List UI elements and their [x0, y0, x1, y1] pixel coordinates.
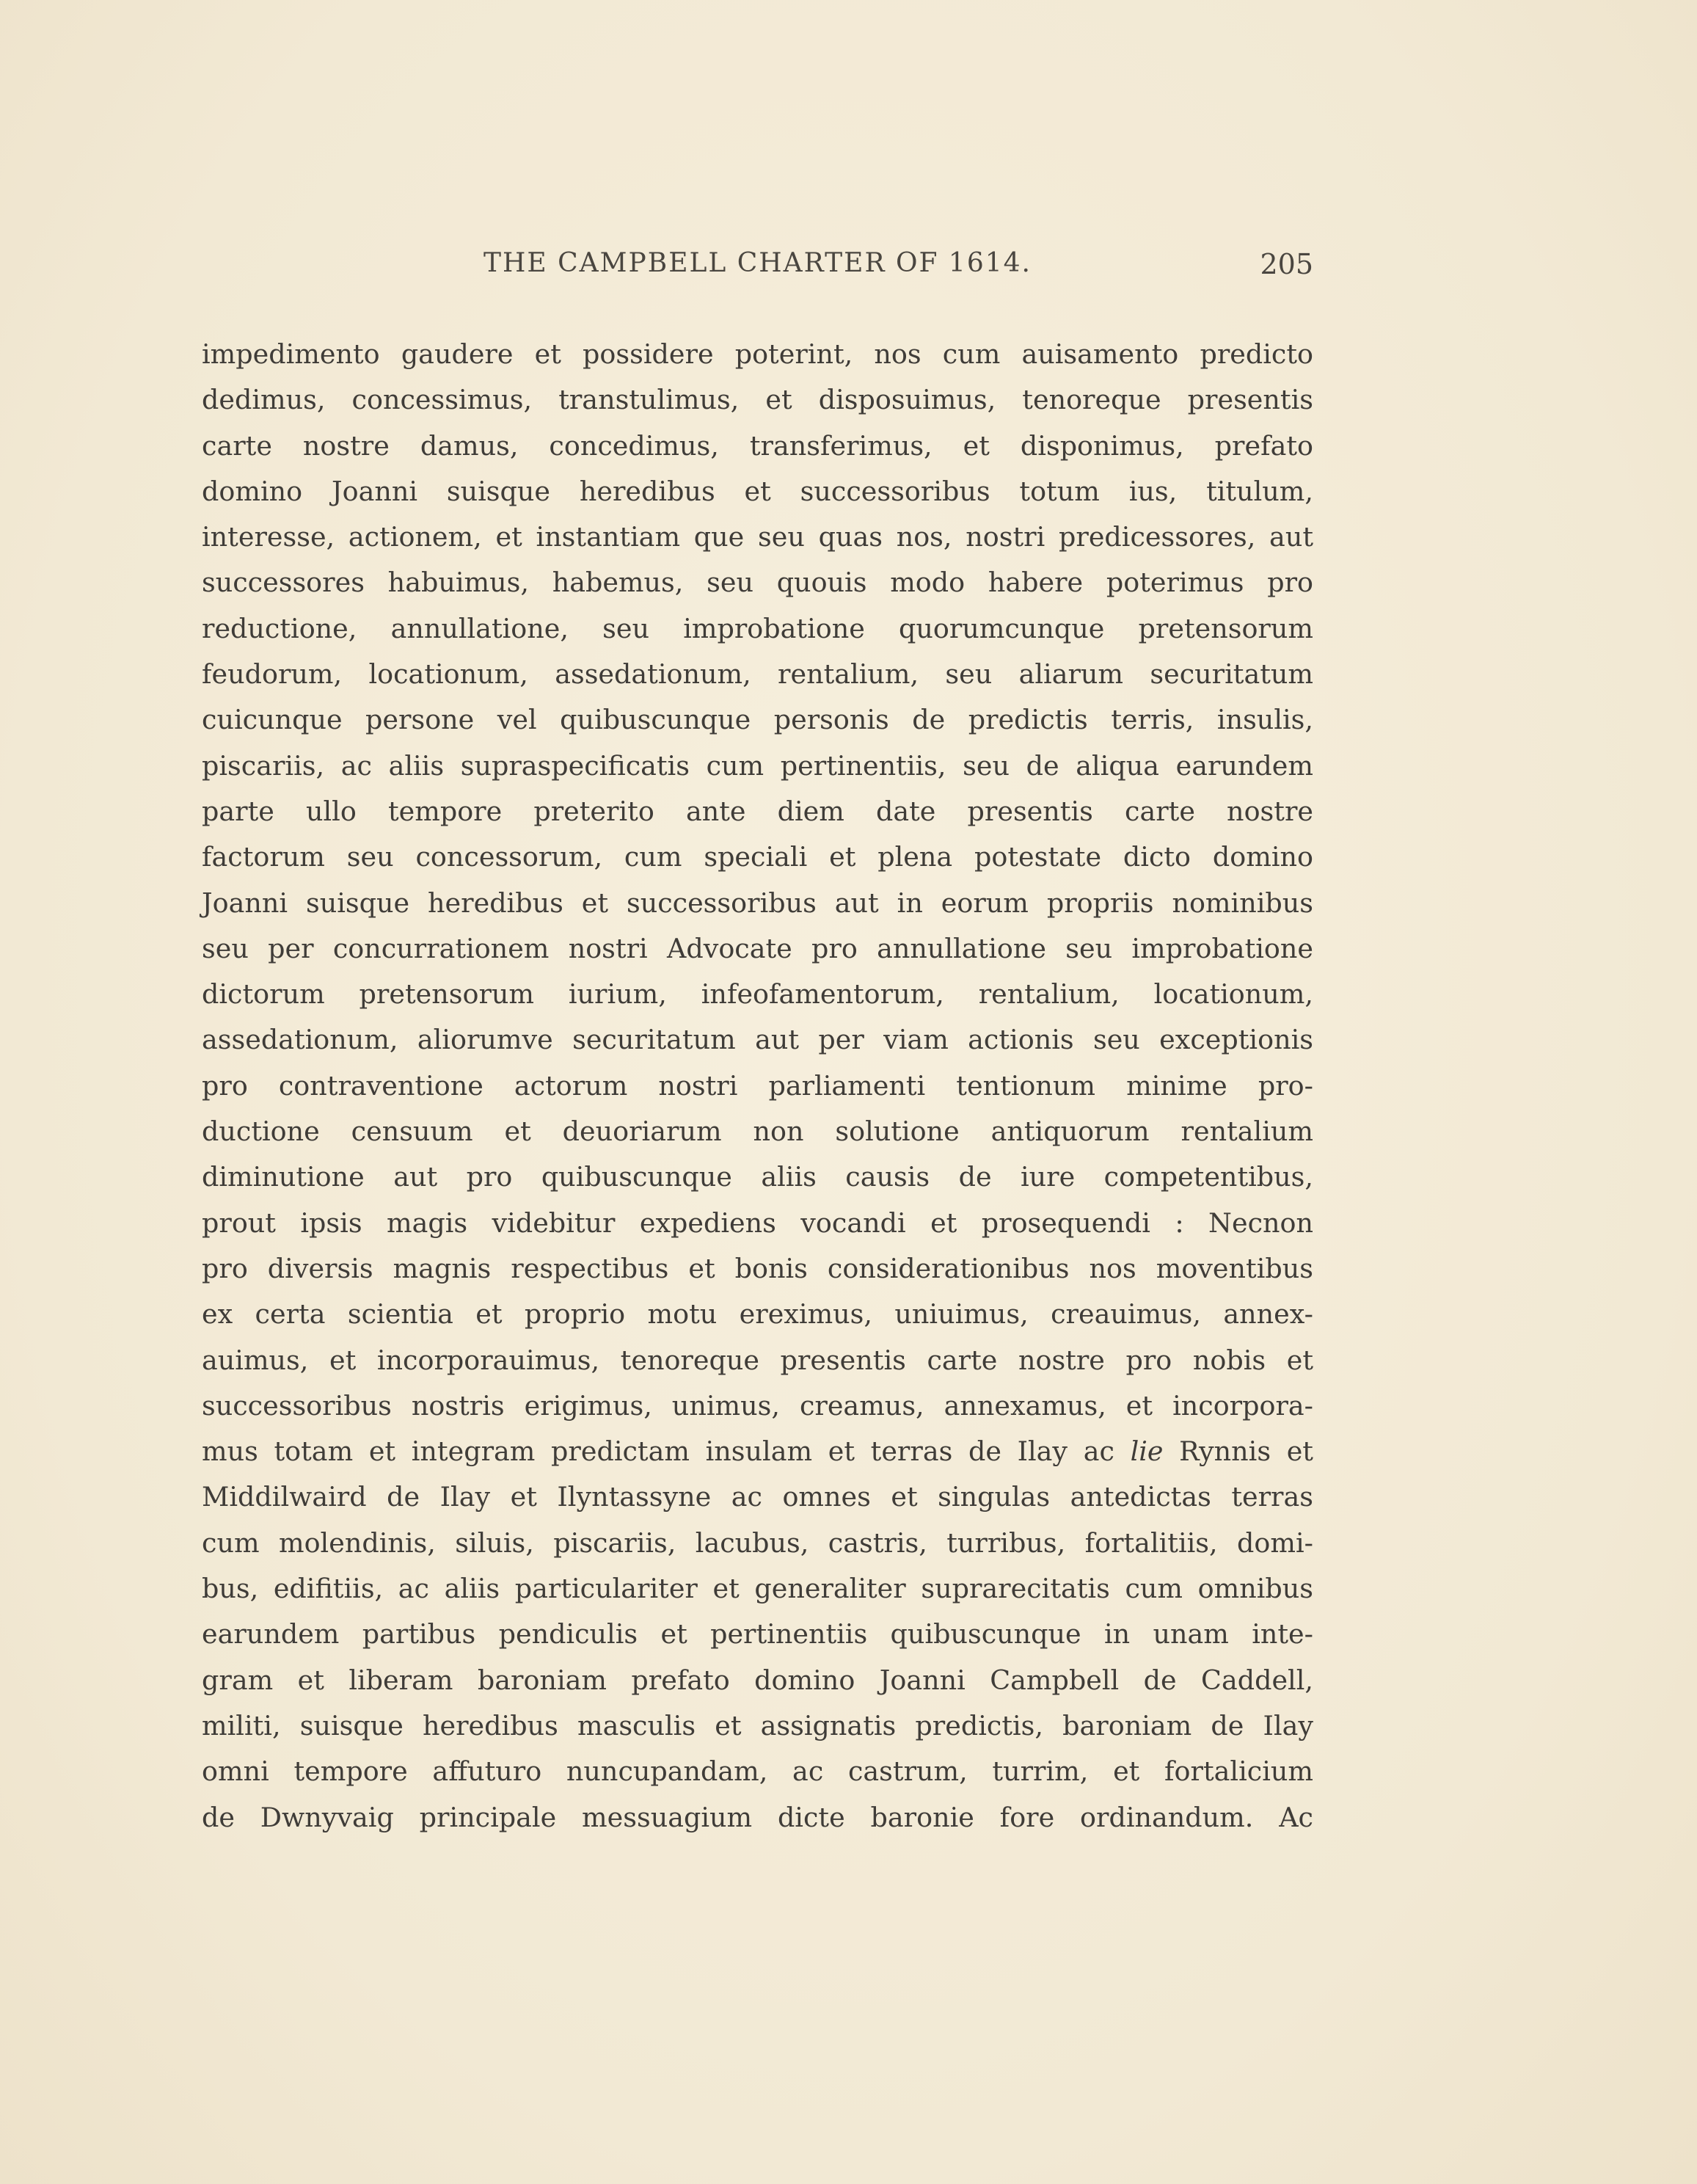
text-line: seu per concurrationem nostri Advocate pro annullatione seu improbatione: [202, 932, 1313, 964]
text-line-with-italic: [202, 1429, 1313, 1474]
text-line: successoribus nostris erigimus, unimus, creamus, annexamus, et incorpora-: [202, 1389, 1313, 1422]
text-line: diminutione aut pro quibuscunque aliis causis de iure competentibus,: [202, 1161, 1313, 1193]
text-line: cuicunque persone vel quibuscunque personis de predictis terris, insulis,: [202, 704, 1313, 736]
running-head: [202, 248, 1313, 292]
text-line: dictorum pretensorum iurium, infeofamentorum, rentalium, locationum,: [202, 978, 1313, 1011]
text-line: pro diversis magnis respectibus et bonis considerationibus nos moventibus: [202, 1252, 1313, 1284]
text-line: feudorum, locationum, assedationum, rentalium, seu aliarum securitatum: [202, 658, 1313, 691]
text-line: prout ipsis magis videbitur expediens vocandi et prosequendi : Necnon: [202, 1206, 1313, 1239]
text-line: assedationum, aliorumve securitatum aut per viam actionis seu exceptionis: [202, 1024, 1313, 1056]
text-segment: mus totam et integram predictam insulam et terras de Ilay ac: [202, 1435, 1114, 1468]
text-line: gram et liberam baroniam prefato domino Joanni Campbell de Caddell,: [202, 1664, 1313, 1696]
text-line: interesse, actionem, et instantiam que seu quas nos, nostri predicessores, aut: [202, 521, 1313, 553]
text-line: ex certa scientia et proprio motu ereximus, uniuimus, creauimus, annex-: [202, 1298, 1313, 1331]
text-line: cum molendinis, siluis, piscariis, lacubus, castris, turribus, fortalitiis, domi-: [202, 1526, 1313, 1559]
text-line: carte nostre damus, concedimus, transferimus, et disponimus, prefato: [202, 429, 1313, 462]
text-line: bus, edifitiis, ac aliis particulariter et generaliter suprarecitatis cum omnibus: [202, 1573, 1313, 1605]
text-line: parte ullo tempore preterito ante diem date presentis carte nostre: [202, 795, 1313, 827]
text-line: factorum seu concessorum, cum speciali et plena potestate dicto domino: [202, 841, 1313, 873]
text-line: piscariis, ac aliis supraspecificatis cum pertinentiis, seu de aliqua earundem: [202, 749, 1313, 782]
text-line: Middilwaird de Ilay et Ilyntassyne ac omnes et singulas antedictas terras: [202, 1481, 1313, 1513]
text-line: successores habuimus, habemus, seu quouis modo habere poterimus pro: [202, 567, 1313, 599]
page-number: 205: [1260, 248, 1313, 280]
text-line: Joanni suisque heredibus et successoribus aut in eorum propriis nominibus: [202, 887, 1313, 919]
text-line: reductione, annullatione, seu improbatione quorumcunque pretensorum: [202, 612, 1313, 644]
text-line: dedimus, concessimus, transtulimus, et disposuimus, tenoreque presentis: [202, 384, 1313, 416]
italic-word: lie: [1130, 1435, 1164, 1468]
text-line: pro contraventione actorum nostri parliamenti tentionum minime pro-: [202, 1069, 1313, 1102]
running-title: THE CAMPBELL CHARTER OF 1614.: [483, 248, 1032, 278]
text-line: auimus, et incorporauimus, tenoreque presentis carte nostre pro nobis et: [202, 1344, 1313, 1376]
text-line: domino Joanni suisque heredibus et successoribus totum ius, titulum,: [202, 475, 1313, 507]
text-line: de Dwnyvaig principale messuagium dicte baronie fore ordinandum. Ac: [202, 1801, 1313, 1833]
text-segment: Rynnis et: [1179, 1435, 1313, 1468]
text-line: earundem partibus pendiculis et pertinentiis quibuscunque in unam inte-: [202, 1618, 1313, 1650]
charter-text: [202, 332, 1313, 1841]
text-line: omni tempore affuturo nuncupandam, ac castrum, turrim, et fortalicium: [202, 1755, 1313, 1788]
text-line: militi, suisque heredibus masculis et assignatis predictis, baroniam de Ilay: [202, 1709, 1313, 1741]
text-line: ductione censuum et deuoriarum non solutione antiquorum rentalium: [202, 1115, 1313, 1148]
text-line: impedimento gaudere et possidere poterint, nos cum auisamento predicto: [202, 338, 1313, 370]
